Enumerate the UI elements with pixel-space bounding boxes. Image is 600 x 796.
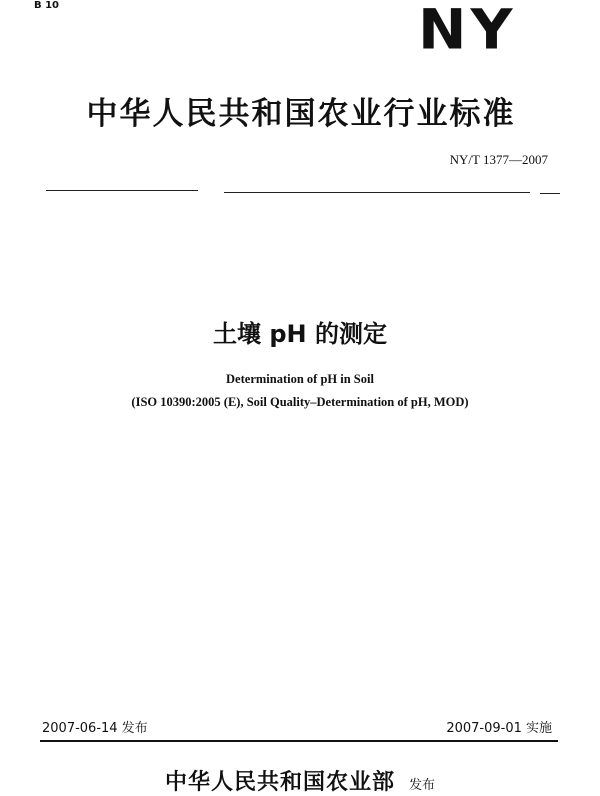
implementation-date: 2007-09-01 实施 xyxy=(446,721,552,736)
issuer-suffix: 发布 xyxy=(409,778,436,793)
standard-number: NY/T 1377—2007 xyxy=(449,152,548,167)
document-title-english: Determination of pH in Soil xyxy=(226,372,374,386)
footer-divider xyxy=(40,740,558,742)
issuer-name: 中华人民共和国农业部 xyxy=(164,769,395,795)
issue-date: 2007-06-14 发布 xyxy=(42,721,148,736)
classification-code: B 10 xyxy=(34,0,60,11)
header-divider xyxy=(46,190,198,191)
header-divider xyxy=(540,193,560,194)
header-divider xyxy=(224,192,530,193)
document-title-chinese: 土壤 pH 的测定 xyxy=(213,320,387,348)
document-reference: (ISO 10390:2005 (E), Soil Quality–Determination of pH, MOD) xyxy=(131,395,469,409)
standard-logo: NY xyxy=(418,0,517,62)
issuing-authority xyxy=(0,765,600,796)
standard-type-heading: 中华人民共和国农业行业标准 xyxy=(86,96,516,132)
